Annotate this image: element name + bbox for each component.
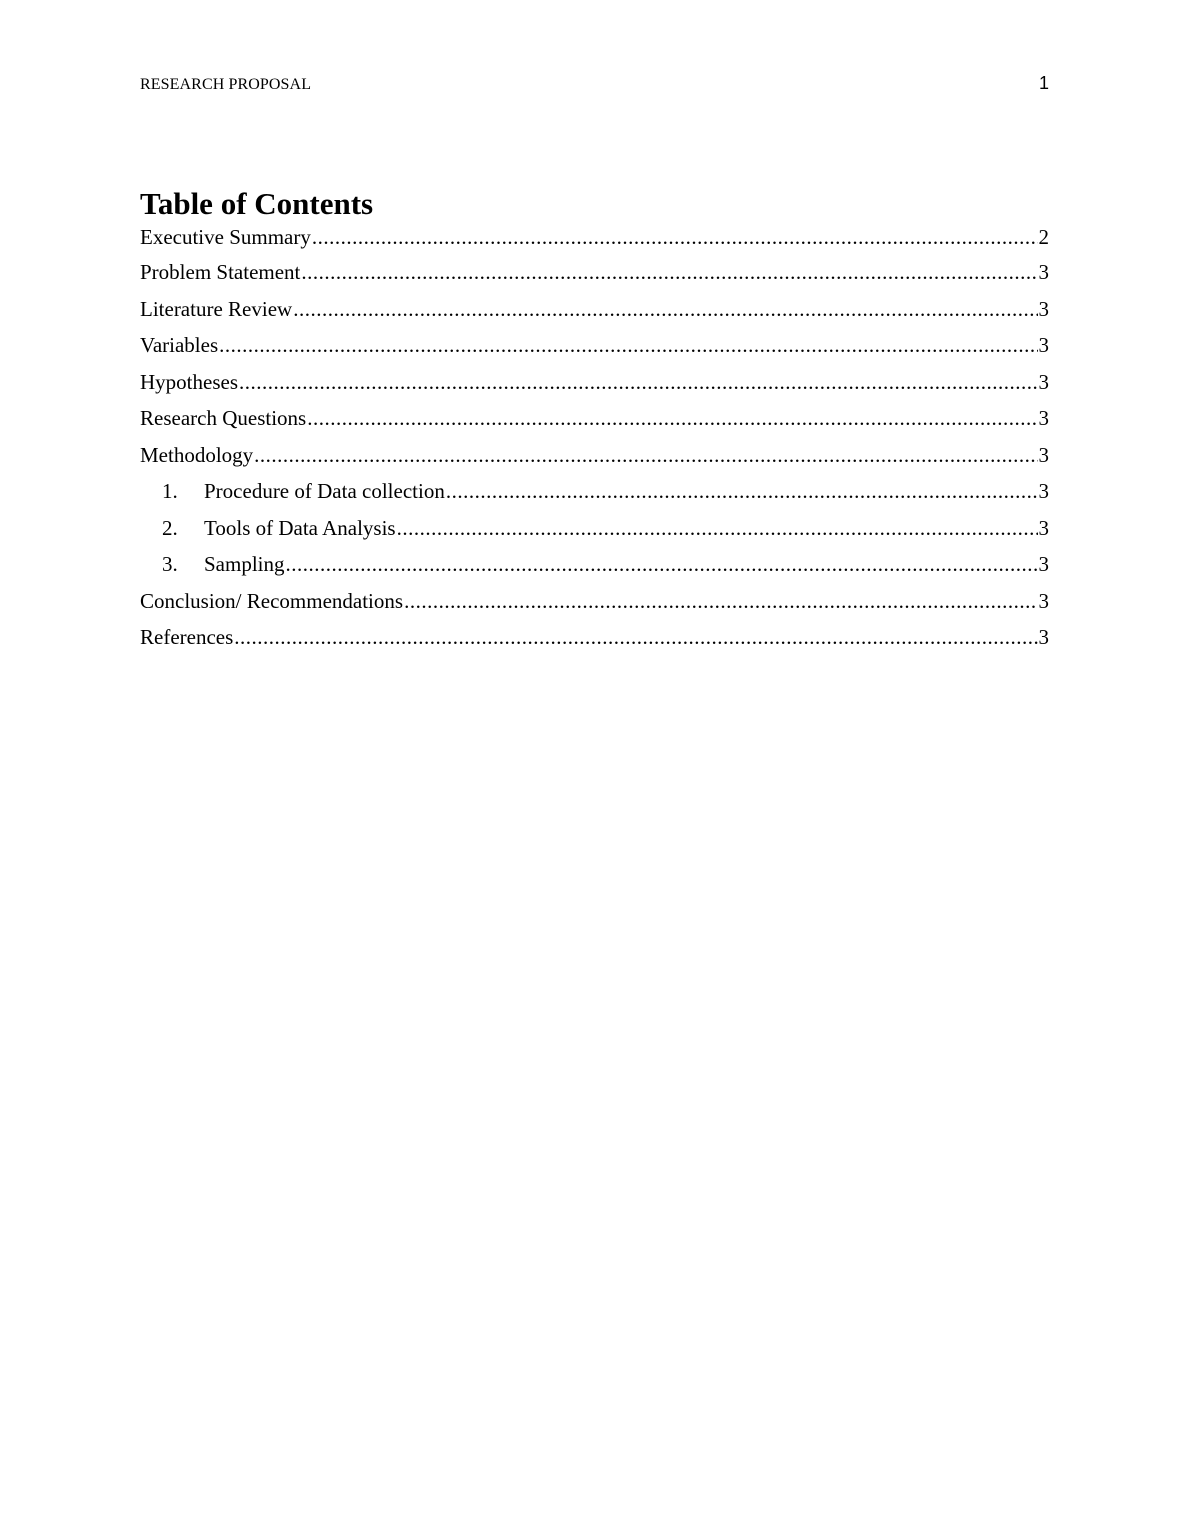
toc-entry-page: 3 (1038, 296, 1049, 321)
toc-entry-procedure-of-data-collection[interactable] (140, 476, 1049, 513)
toc-entry-label: Literature Review (140, 296, 293, 321)
toc-entry-page: 3 (1038, 625, 1049, 649)
toc-entry-hypotheses[interactable] (140, 367, 1049, 404)
toc-entry-label: Methodology (140, 442, 254, 467)
toc-entry-tools-of-data-analysis[interactable] (140, 513, 1049, 550)
dot-leader (312, 222, 1038, 252)
toc-entry-label: Executive Summary (140, 225, 311, 249)
toc-entry-number: 3. (162, 552, 178, 576)
toc-entry-references[interactable] (140, 622, 1049, 659)
toc-title: Table of Contents (140, 186, 374, 221)
toc-entry-label: Conclusion/ Recommendations (140, 588, 404, 613)
toc-entry-page: 2 (1038, 225, 1049, 249)
toc-entry-label: Hypotheses (140, 369, 238, 394)
toc-entry-page: 3 (1038, 260, 1049, 284)
toc-entry-label: Variables (140, 333, 219, 357)
toc-entry-page: 3 (1038, 515, 1049, 540)
dot-leader (307, 403, 1037, 433)
toc-entry-label: Problem Statement (140, 260, 301, 284)
dot-leader (286, 549, 1038, 579)
toc-entry-page: 3 (1038, 406, 1049, 430)
toc-entry-page: 3 (1038, 479, 1049, 503)
toc-entry-label: Research Questions (140, 406, 307, 430)
dot-leader (239, 367, 1038, 397)
toc-entry-page: 3 (1038, 333, 1049, 357)
toc-entry-problem-statement[interactable] (140, 257, 1049, 294)
page-number: 1 (1038, 73, 1049, 93)
dot-leader (301, 257, 1037, 287)
dot-leader (234, 622, 1037, 652)
toc-entry-number: 1. (162, 479, 178, 503)
page-header (140, 72, 1049, 96)
toc-entry-label: Procedure of Data collection (204, 479, 445, 503)
running-head: RESEARCH PROPOSAL (140, 76, 312, 93)
toc-entry-conclusion-recommendations[interactable] (140, 586, 1049, 623)
dot-leader (397, 513, 1038, 543)
dot-leader (219, 330, 1037, 360)
dot-leader (446, 476, 1038, 506)
toc-entry-label: Sampling (204, 552, 285, 576)
toc-entry-literature-review[interactable] (140, 294, 1049, 331)
toc-entry-variables[interactable] (140, 330, 1049, 367)
dot-leader (254, 440, 1037, 470)
dot-leader (404, 586, 1037, 616)
toc-entry-label: References (140, 625, 234, 649)
toc-entry-number: 2. (162, 515, 178, 540)
toc-entry-page: 3 (1038, 442, 1049, 467)
toc-entry-research-questions[interactable] (140, 403, 1049, 440)
toc-entry-page: 3 (1038, 588, 1049, 613)
toc-entry-label: Tools of Data Analysis (204, 515, 396, 540)
toc-entry-methodology[interactable] (140, 440, 1049, 477)
toc-entry-executive-summary[interactable] (140, 222, 1049, 257)
toc-entry-page: 3 (1038, 369, 1049, 394)
table-of-contents (140, 222, 1049, 659)
toc-entry-sampling[interactable] (140, 549, 1049, 586)
dot-leader (293, 294, 1037, 324)
toc-entry-page: 3 (1038, 552, 1049, 576)
